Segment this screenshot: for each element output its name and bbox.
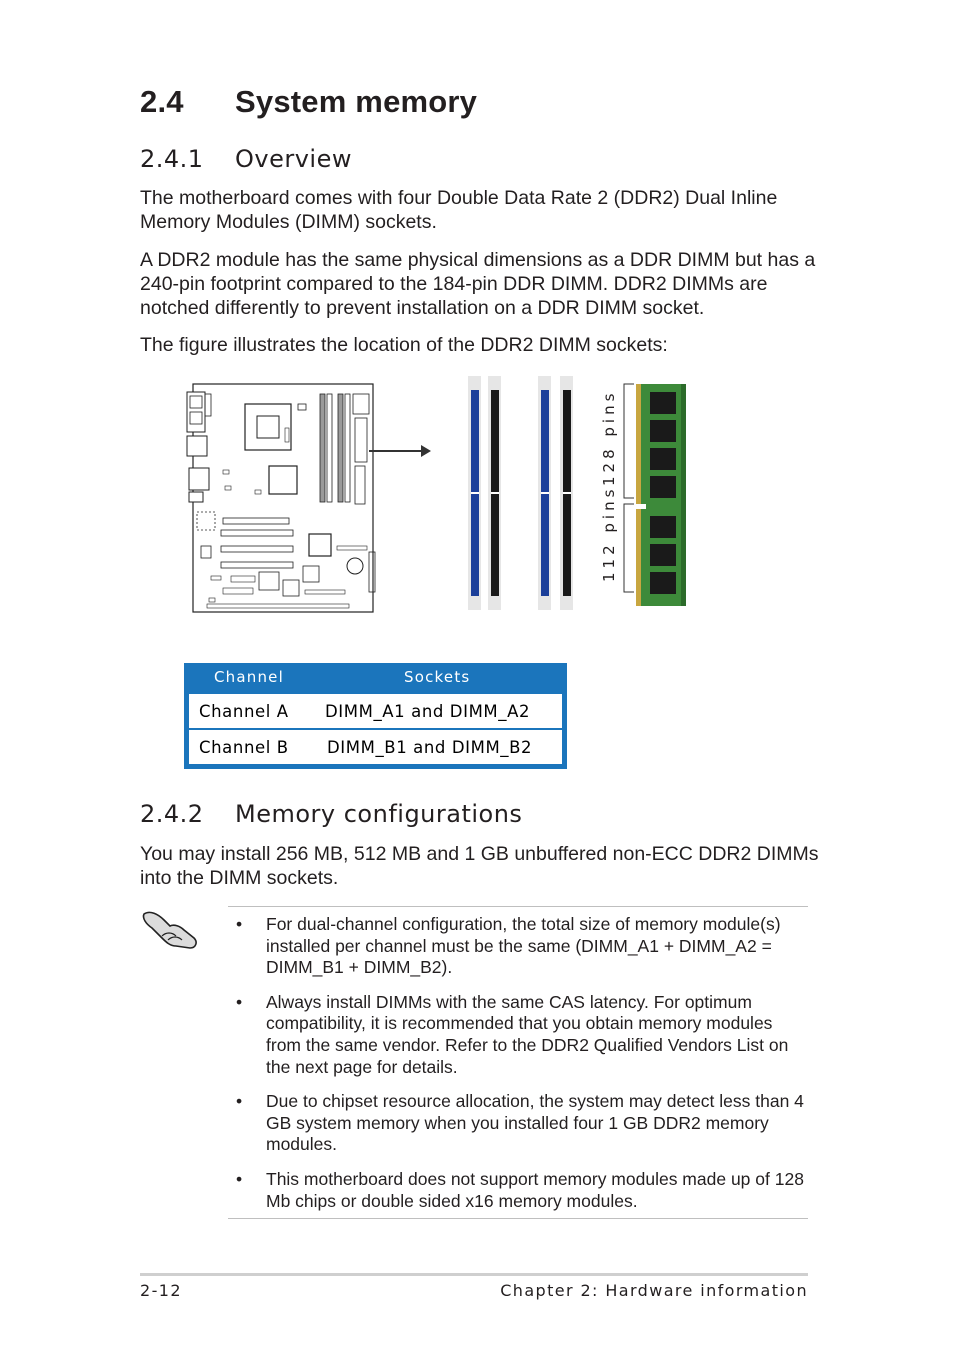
list-item: • For dual-channel configuration, the total size of memory module(s) installed per channel must be the same (DIMM_A1 + DIMM_A2 = DIMM_B1 + DIMM_B2).	[236, 914, 781, 978]
page-number: 2-12	[140, 1281, 182, 1300]
channel-cell: Channel B	[199, 738, 289, 757]
chapter-title: Chapter 2: Hardware information	[500, 1281, 808, 1300]
section-number: 2.4	[140, 84, 184, 119]
sockets-cell: DIMM_A1 and DIMM_A2	[325, 702, 531, 721]
motherboard-layout-diagram	[183, 380, 438, 616]
overview-paragraph-3: The figure illustrates the location of the DDR2 DIMM sockets:	[140, 334, 668, 356]
list-item: • This motherboard does not support memory modules made up of 128 Mb chips or double sided x16 memory modules.	[236, 1168, 804, 1211]
section-heading	[140, 84, 477, 120]
overview-paragraph-2: A DDR2 module has the same physical dimensions as a DDR DIMM but has a 240-pin footprint compared to the 184-pin DDR DIMM. DDR2 DIMMs are notched differently to prevent installation on a DDR DIMM socket.	[140, 249, 816, 319]
overview-heading	[140, 145, 352, 173]
memconfig-paragraph: You may install 256 MB, 512 MB and 1 GB unbuffered non-ECC DDR2 DIMMs into the DIMM sockets.	[140, 843, 819, 889]
pins-top-label: 128 pins	[600, 389, 618, 486]
list-item: • Always install DIMMs with the same CAS latency. For optimum compatibility, it is recommended that you obtain memory modules from the same vendor. Refer to the DDR2 Qualified Vendors List on the next page for details.	[236, 991, 789, 1077]
list-item: • Due to chipset resource allocation, the system may detect less than 4 GB system memory when you installed four 1 GB DDR2 memory modules.	[236, 1091, 804, 1155]
note-top-rule	[228, 906, 808, 907]
pins-bottom-label: 112 pins	[600, 485, 618, 582]
memconfig-number: 2.4.2	[140, 800, 204, 828]
sockets-cell: DIMM_B1 and DIMM_B2	[327, 738, 533, 757]
footer-rule	[140, 1273, 808, 1276]
overview-title: Overview	[235, 145, 352, 173]
overview-number: 2.4.1	[140, 145, 204, 173]
header-channel: Channel	[214, 668, 284, 686]
overview-paragraph-1: The motherboard comes with four Double Data Rate 2 (DDR2) Dual Inline Memory Modules (DIMM) sockets.	[140, 187, 778, 233]
memconfig-heading	[140, 800, 522, 828]
notes-list	[228, 914, 808, 1225]
channel-cell: Channel A	[199, 702, 289, 721]
channel-table	[184, 663, 567, 769]
table-row	[189, 730, 562, 764]
dimm-sockets-diagram	[462, 372, 582, 614]
note-bottom-rule	[228, 1218, 808, 1219]
ddr2-module-image	[634, 382, 688, 608]
section-title: System memory	[235, 84, 478, 119]
hand-pointing-icon	[140, 906, 200, 952]
header-sockets: Sockets	[404, 668, 471, 686]
table-row	[189, 694, 562, 728]
memconfig-title: Memory configurations	[235, 800, 523, 828]
channel-table-header	[184, 663, 567, 692]
